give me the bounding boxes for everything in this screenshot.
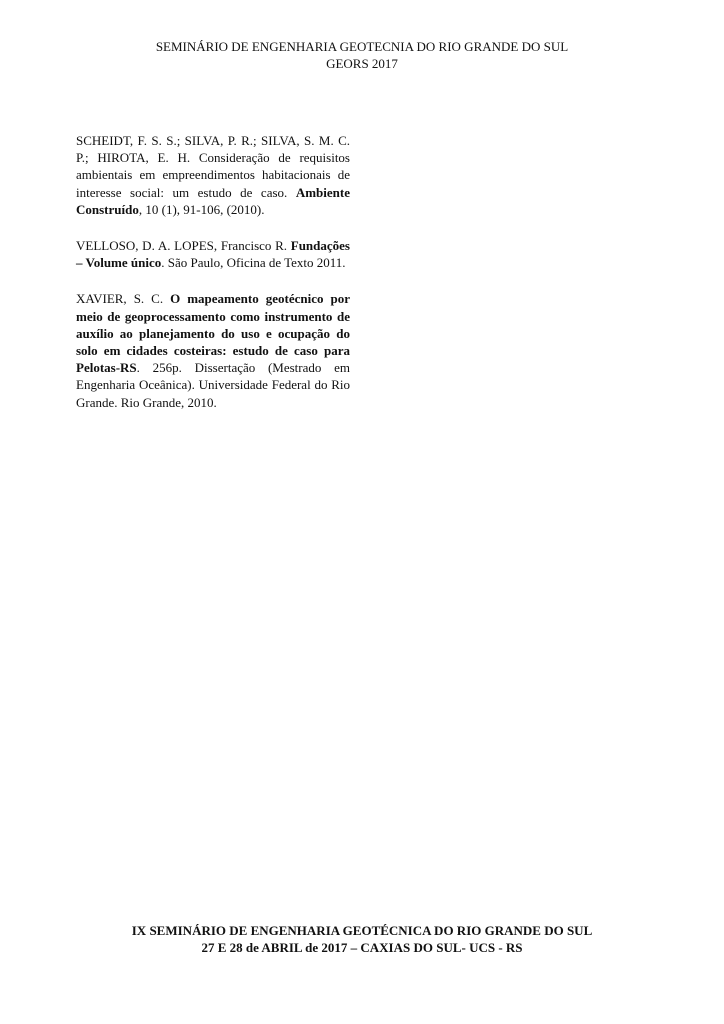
reference-item-scheidt — [76, 132, 350, 218]
header-subtitle: GEORS 2017 — [326, 56, 398, 71]
reference-text: XAVIER, S. C. — [76, 291, 171, 307]
page-footer — [0, 922, 724, 956]
header-title: SEMINÁRIO DE ENGENHARIA GEOTECNIA DO RIO GRANDE DO SUL — [155, 39, 569, 54]
reference-text: VELLOSO, D. A. LOPES, Francisco R. — [76, 238, 291, 254]
reference-item-velloso — [76, 237, 350, 271]
reference-text: . São Paulo, Oficina de Texto 2011. — [161, 255, 346, 271]
reference-item-xavier — [76, 290, 350, 410]
footer-title: IX SEMINÁRIO DE ENGENHARIA GEOTÉCNICA DO RIO GRANDE DO SUL — [131, 923, 593, 938]
footer-date: 27 E 28 de ABRIL de 2017 – CAXIAS DO SUL- UCS - RS — [201, 940, 523, 955]
reference-title: Ambiente Construído — [76, 184, 350, 217]
reference-title: Fundações – Volume único — [76, 238, 350, 271]
reference-text: SCHEIDT, F. S. S.; SILVA, P. R.; SILVA, S. M. C. P.; HIROTA, E. H. Consideração de requisitos ambientais em empreendimentos habitacionais de interesse social: um estudo de caso. — [76, 133, 350, 200]
reference-title: O mapeamento geotécnico por meio de geoprocessamento como instrumento de auxílio ao planejamento do uso e ocupação do solo em cidades costeiras: estudo de caso para Pelotas-RS — [76, 291, 350, 376]
reference-text: . 256p. Dissertação (Mestrado em Engenharia Oceânica). Universidade Federal do Rio Grande. Rio Grande, 2010. — [76, 360, 350, 410]
page-header — [0, 38, 724, 72]
reference-list — [76, 132, 350, 430]
reference-text: , 10 (1), 91-106, (2010). — [138, 201, 265, 217]
